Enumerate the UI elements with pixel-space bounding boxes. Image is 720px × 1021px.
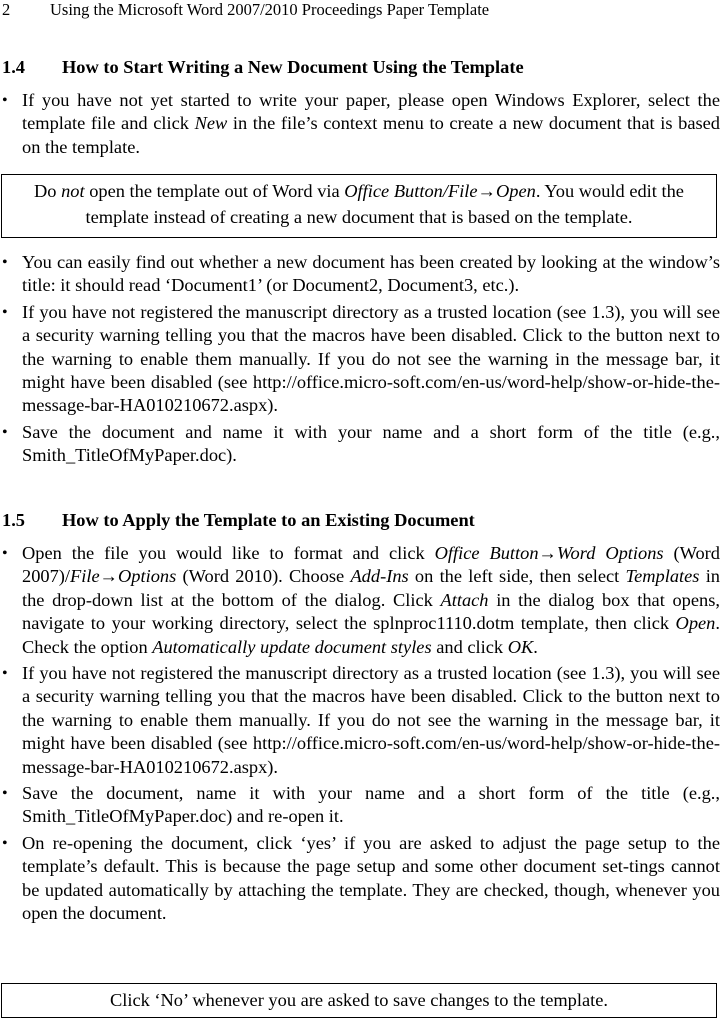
text-run: Do xyxy=(34,181,62,201)
emphasis: Automatically update document styles xyxy=(152,636,432,657)
bullet-list xyxy=(0,251,720,468)
emphasis: Attach xyxy=(440,589,489,610)
text-run: Open the file you would like to format and click xyxy=(22,543,435,563)
list-item: • On re-opening the document, click ‘yes’ if you are asked to adjust the page setup to the template’s default. This is because the page setup and some other document set-tings cannot be updated automatically by attaching the template. They are checked, though, whenever you open the document. xyxy=(0,832,720,926)
section-title: How to Apply the Template to an Existing Document xyxy=(62,510,475,530)
section-number: 1.4 xyxy=(2,57,25,77)
text-run: (Word 2010). Choose xyxy=(176,566,351,587)
text-run: . You would edit the template instead of creating a new document that is based on the template. xyxy=(85,181,684,227)
text-run: open the template out of Word via xyxy=(84,181,345,201)
text-run: . xyxy=(533,636,538,657)
emphasis: Templates xyxy=(625,566,700,587)
list-item: • If you have not registered the manuscript directory as a trusted location (see 1.3), you will see a security warning telling you that the macros have been disabled. Click to the button next to the warning to enable them manually. If you do not see the warning in the message bar, it might have been disabled (see http://office.micro-soft.com/en-us/word-help/show-or-hide-the-message-bar-HA010210672.aspx). xyxy=(0,301,720,418)
list-item: • Save the document and name it with your name and a short form of the title (e.g., Smith_TitleOfMyPaper.doc). xyxy=(0,421,720,468)
text-run: . Check the option xyxy=(22,613,720,657)
text-run: and click xyxy=(431,636,508,657)
bullet-list xyxy=(0,542,720,926)
running-head-title: Using the Microsoft Word 2007/2010 Proceedings Paper Template xyxy=(50,0,490,19)
section-1-4 xyxy=(0,55,720,159)
section-heading xyxy=(0,55,720,79)
text-run: If you have not yet started to write your paper, please open Windows Explorer, select the template file and click xyxy=(22,90,720,134)
page-number: 2 xyxy=(2,0,11,19)
note-box: Click ‘No’ whenever you are asked to save changes to the template. xyxy=(1,983,717,1018)
emphasis: Office Button→Word Options xyxy=(434,543,664,563)
section-1-5 xyxy=(0,508,720,926)
list-item xyxy=(0,542,720,659)
section-1-4-continued xyxy=(0,251,720,471)
emphasis: Office Button/File→Open xyxy=(344,181,536,201)
section-title: How to Start Writing a New Document Using the Template xyxy=(62,57,524,77)
list-item: • Save the document, name it with your name and a short form of the title (e.g., Smith_TitleOfMyPaper.doc) and re-open it. xyxy=(0,782,720,829)
running-head xyxy=(0,0,489,20)
list-item: • You can easily find out whether a new document has been created by looking at the window’s title: it should read ‘Document1’ (or Document2, Document3, etc.). xyxy=(0,251,720,298)
text-run: in the dialog box that opens, navigate to your working directory, select the splnproc1110.dotm template, then click xyxy=(22,589,720,634)
section-heading xyxy=(0,508,720,532)
text-run: in the drop-down list at the bottom of the dialog. Click xyxy=(22,566,720,610)
list-item xyxy=(0,89,720,159)
emphasis: File→Options xyxy=(70,566,177,587)
text-run: (Word 2007)/ xyxy=(22,543,720,587)
section-number: 1.5 xyxy=(2,510,25,530)
text-run: on the left side, then select xyxy=(408,566,626,587)
bullet-list xyxy=(0,89,720,159)
emphasis: not xyxy=(61,181,85,201)
emphasis: New xyxy=(194,113,228,134)
list-item: • If you have not registered the manuscript directory as a trusted location (see 1.3), you will see a security warning telling you that the macros have been disabled. Click to the button next to the warning to enable them manually. If you do not see the warning in the message bar, it might have been disabled (see http://office.micro-soft.com/en-us/word-help/show-or-hide-the-message-bar-HA010210672.aspx). xyxy=(0,662,720,779)
emphasis: Add-Ins xyxy=(350,566,409,587)
emphasis: OK xyxy=(507,636,534,657)
emphasis: Open xyxy=(675,613,716,634)
note-box xyxy=(1,174,717,238)
text-run: in the file’s context menu to create a new document that is based on the template. xyxy=(22,113,720,157)
